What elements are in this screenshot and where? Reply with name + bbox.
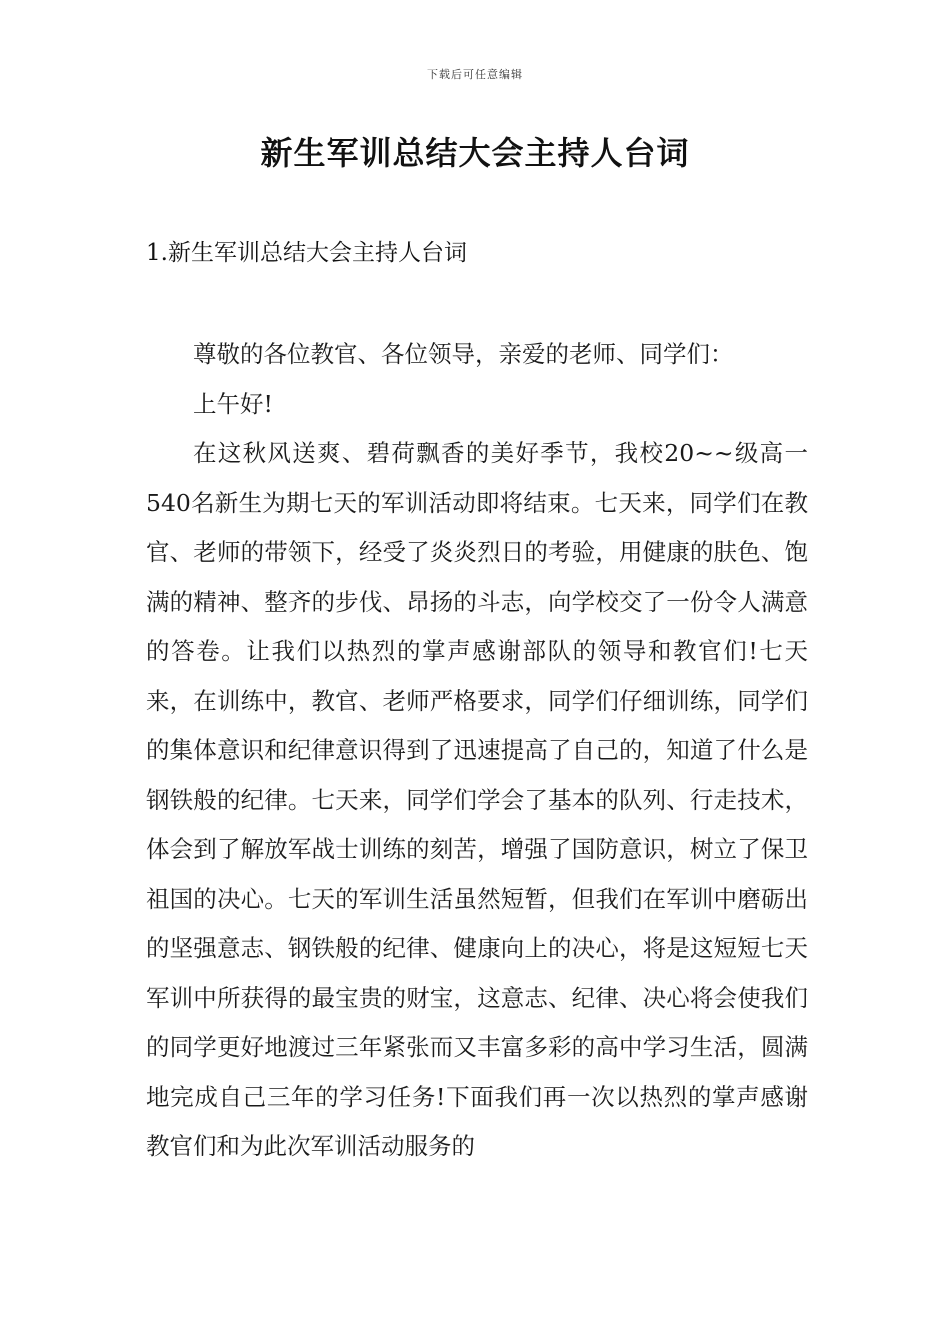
greeting-paragraph: 尊敬的各位教官、各位领导，亲爱的老师、同学们： bbox=[193, 340, 734, 368]
document-title: 新生军训总结大会主持人台词 bbox=[260, 134, 690, 172]
main-paragraph: 在这秋风送爽、碧荷飘香的美好季节，我校20~~级高一540名新生为期七天的军训活动即将结束。七天来，同学们在教官、老师的带领下，经受了炎炎烈日的考验，用健康的肤色、饱满的精神、整齐的步伐、昂扬的斗志，向学校交了一份令人满意的答卷。让我们以热烈的掌声感谢部队的领导和教官们!七天来，在训练中，教官、老师严格要求，同学们仔细训练，同学们的集体意识和纪律意识得到了迅速提高了自己的，知道了什么是钢铁般的纪律。七天来，同学们学会了基本的队列、行走技术，体会到了解放军战士训练的刻苦，增强了国防意识，树立了保卫祖国的决心。七天的军训生活虽然短暂，但我们在军训中磨砺出的坚强意志、钢铁般的纪律、健康向上的决心，将是这短短七天军训中所获得的最宝贵的财宝，这意志、纪律、决心将会使我们的同学更好地渡过三年紧张而又丰富多彩的高中学习生活，圆满地完成自己三年的学习任务!下面我们再一次以热烈的掌声感谢教官们和为此次军训活动服务的 bbox=[146, 439, 808, 1160]
body-text bbox=[146, 330, 808, 1172]
header-note: 下载后可任意编辑 bbox=[427, 68, 523, 81]
salutation-paragraph: 上午好! bbox=[193, 389, 273, 418]
section-heading: 1.新生军训总结大会主持人台词 bbox=[146, 240, 467, 266]
